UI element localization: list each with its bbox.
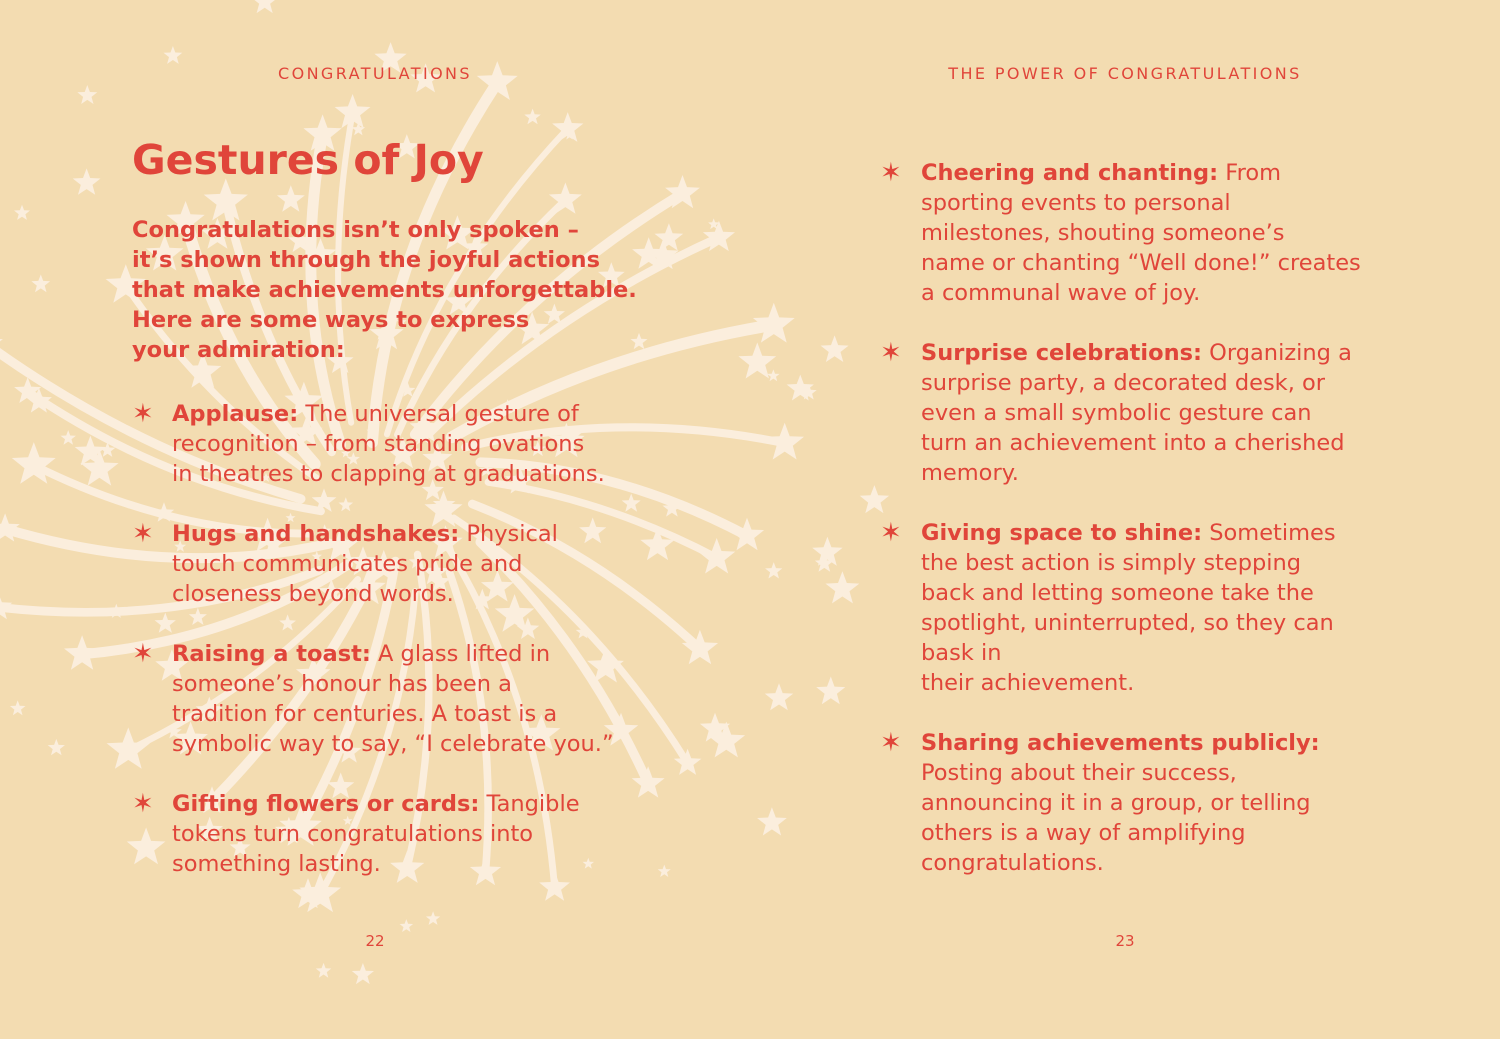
item-text: something lasting. [172,851,381,877]
item-text: in theatres to clapping at graduations. [172,461,605,487]
item-text: back and letting someone take the [921,580,1314,606]
item-text: surprise party, a decorated desk, or [921,370,1326,396]
item-term: Surprise celebrations: [921,340,1203,366]
list-item [880,338,1381,488]
list-item [132,519,652,609]
item-text: announcing it in a group, or telling [921,790,1311,816]
item-text: their achievement. [921,670,1135,696]
item-text: A glass lifted in [370,641,551,667]
item-text: spotlight, uninterrupted, so they can [921,610,1334,636]
item-text: a communal wave of joy. [921,280,1201,306]
item-term: Cheering and chanting: [921,160,1219,186]
bullet-star-icon: ✶ [880,158,902,188]
item-text: Physical [459,521,558,547]
item-term: Sharing achievements publicly: [921,730,1320,756]
item-text: sporting events to personal [921,190,1231,216]
item-text: congratulations. [921,850,1104,876]
item-text: symbolic way to say, “I celebrate you.” [172,731,614,757]
item-term: Gifting flowers or cards: [172,791,480,817]
item-term: Giving space to shine: [921,520,1203,546]
item-term: Raising a toast: [172,641,371,667]
intro-line: Here are some ways to express [132,307,530,333]
bullet-star-icon: ✶ [880,518,902,548]
item-text: even a small symbolic gesture can [921,400,1312,426]
list-item [132,789,652,879]
item-text: recognition – from standing ovations [172,431,585,457]
item-text: Tangible [479,791,580,817]
item-text: the best action is simply stepping [921,550,1302,576]
item-text: From [1218,160,1282,186]
item-text: turn an achievement into a cherished [921,430,1345,456]
bullet-star-icon: ✶ [132,789,154,819]
intro-line: your admiration: [132,337,345,363]
list-item [880,518,1381,698]
item-term: Applause: [172,401,299,427]
gesture-list-left [132,399,652,909]
intro-line: that make achievements unforgettable. [132,277,637,303]
running-head-left: CONGRATULATIONS [278,64,472,83]
page-title: Gestures of Joy [132,136,484,184]
list-item [880,728,1381,878]
list-item [880,158,1381,308]
intro-paragraph [132,215,652,365]
page-number-right: 23 [1115,932,1135,950]
item-text: others is a way of amplifying [921,820,1246,846]
bullet-star-icon: ✶ [132,399,154,429]
gesture-list-right [880,158,1380,908]
item-text: Sometimes [1202,520,1336,546]
item-text: milestones, shouting someone’s [921,220,1285,246]
list-item [132,639,652,759]
item-text: closeness beyond words. [172,581,454,607]
item-term: Hugs and handshakes: [172,521,460,547]
item-text: bask in [921,640,1002,666]
intro-line: it’s shown through the joyful actions [132,247,600,273]
running-head-right: THE POWER OF CONGRATULATIONS [948,64,1302,83]
item-text: tradition for centuries. A toast is a [172,701,558,727]
bullet-star-icon: ✶ [880,728,902,758]
intro-line: Congratulations isn’t only spoken – [132,217,579,243]
item-text: tokens turn congratulations into [172,821,534,847]
item-text: The universal gesture of [298,401,579,427]
item-text: memory. [921,460,1019,486]
item-text: touch communicates pride and [172,551,523,577]
right-page [750,0,1500,1039]
page-number-left: 22 [365,932,385,950]
bullet-star-icon: ✶ [132,639,154,669]
bullet-star-icon: ✶ [132,519,154,549]
item-text: name or chanting “Well done!” creates [921,250,1361,276]
item-text: someone’s honour has been a [172,671,512,697]
list-item [132,399,652,489]
item-text: Organizing a [1202,340,1352,366]
item-text: Posting about their success, [921,760,1237,786]
bullet-star-icon: ✶ [880,338,902,368]
